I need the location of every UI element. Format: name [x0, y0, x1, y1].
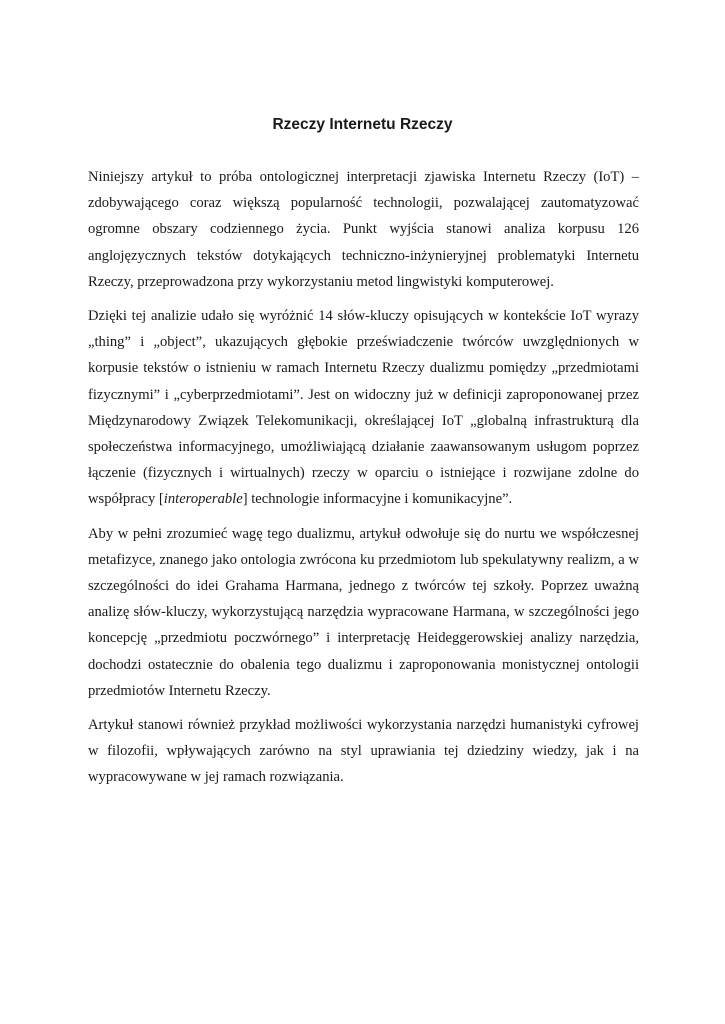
paragraph-2-italic-term: interoperable: [163, 491, 243, 508]
paragraph-4: Artykuł stanowi również przykład możliwości wykorzystania narzędzi humanistyki cyfrowej w filozofii, wpływających zarówno na styl uprawiania tej dziedziny wiedzy, jak i na wypracowywane w jej ramach rozwiązania.: [88, 717, 639, 786]
paragraph-2: [88, 303, 639, 513]
paragraph-3: Aby w pełni zrozumieć wagę tego dualizmu, artykuł odwołuje się do nurtu we współczesnej metafizyce, znanego jako ontologia zwrócona ku przedmiotom lub spekulatywny realizm, a w szczególności do idei Grahama Harmana, jednego z twórców tej szkoły. Poprzez uważną analizę słów-kluczy, wykorzystującą narzędzia wypracowane Harmana, w szczególności jego koncepcję „przedmiotu poczwórnego” i interpretację Heideggerowskiej analizy narzędzia, dochodzi ostatecznie do obalenia tego dualizmu i zaproponowania monistycznej ontologii przedmiotów Internetu Rzeczy.: [88, 525, 639, 699]
paragraph-2-text-end: ] technologie informacyjne i komunikacyjne”.: [242, 491, 513, 508]
paragraph-1: Niniejszy artykuł to próba ontologicznej interpretacji zjawiska Internetu Rzeczy (IoT) – zdobywającego coraz większą popularność technologii, pozwalającej zautomatyzować ogromne obszary codziennego życia. Punkt wyjścia stanowi analiza korpusu 126 anglojęzycznych tekstów dotykających techniczno-inżynieryjnej problematyki Internetu Rzeczy, przeprowadzona przy wykorzystaniu metod lingwistyki komputerowej.: [88, 169, 639, 290]
document-title: Rzeczy Internetu Rzeczy: [272, 116, 453, 133]
document-body: [88, 164, 639, 799]
paragraph-2-text-start: Dzięki tej analizie udało się wyróżnić 14 słów-kluczy opisujących w kontekście IoT wyrazy „thing” i „object”, ukazujących głębokie przeświadczenie twórców uwzględnionych w korpusie tekstów o istnieniu w ramach Internetu Rzeczy dualizmu pomiędzy „przedmiotami fizycznymi” i „cyberprzedmiotami”. Jest on widoczny już w definicji zaproponowanej przez Międzynarodowy Związek Telekomunikacji, określającej IoT „globalną infrastrukturą dla społeczeństwa informacyjnego, umożliwiającą działanie zaawansowanym usługom poprzez łączenie (fizycznych i wirtualnych) rzeczy w oparciu o istniejące i rozwijane zdolne do współpracy [: [88, 308, 639, 508]
